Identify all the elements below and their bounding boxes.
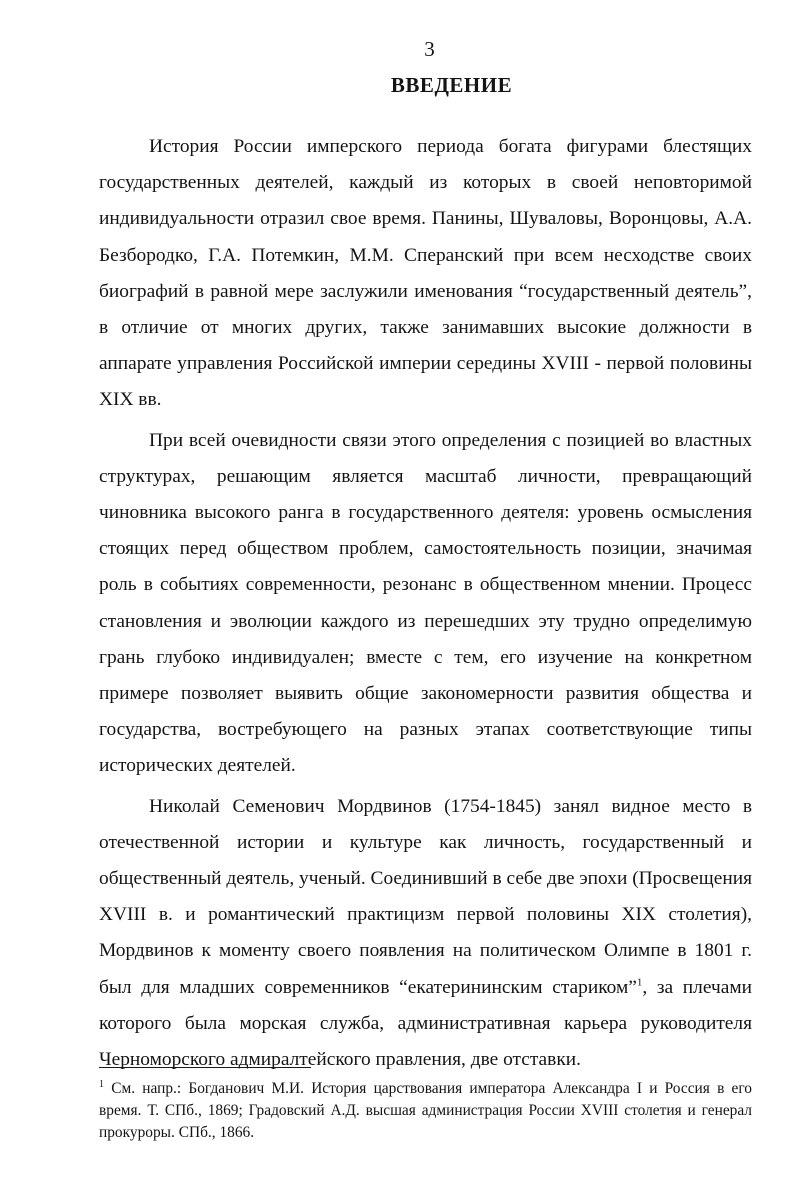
- footnote-1: [99, 1078, 752, 1144]
- paragraph-3: [99, 789, 752, 1079]
- paragraph-3-text-before: Николай Семенович Мордвинов (1754-1845) занял видное место в отечественной истории и культуре как личность, государственный и общественный деятель, ученый. Соединивший в себе две эпохи (Просвещения XVIII в. и романтический практицизм первой половины XIX столетия), Мордвинов к моменту своего появления на политическом Олимпе в 1801 г. был для младших современников “екатерининским стариком”: [99, 795, 752, 998]
- footnote: [99, 1078, 752, 1144]
- body-text: [99, 129, 752, 1078]
- paragraph-2: При всей очевидности связи этого определения с позицией во властных структурах, решающим является масштаб личности, превращающий чиновника высокого ранга в государственного деятеля: уровень осмысления стоящих перед обществом проблем, самостоятельность позиции, значимая роль в событиях современности, резонанс в общественном мнении. Процесс становления и эволюции каждого из перешедших эту трудно определимую грань глубоко индивидуален; вместе с тем, его изучение на конкретном примере позволяет выявить общие закономерности развития общества и государства, востребующего на разных этапах соответствующие типы исторических деятелей.: [99, 429, 752, 777]
- section-heading: ВВЕДЕНИЕ: [390, 73, 513, 97]
- footnote-reference[interactable]: 1: [636, 976, 643, 989]
- footnote-text: См. напр.: Богданович М.И. История царствования императора Александра I и Россия в его время. Т. СПб., 1869; Градовский А.Д. высшая администрация России XVIII столетия и генерал прокуроры. СПб., 1866.: [99, 1080, 752, 1141]
- paragraph-1: История России имперского периода богата фигурами блестящих государственных деятелей, каждый из которых в своей неповторимой индивидуальности отразил свое время. Панины, Шуваловы, Воронцовы, А.А. Безбородко, Г.А. Потемкин, М.М. Сперанский при всем несходстве своих биографий в равной мере заслужили именования “государственный деятель”, в отличие от многих других, также занимавших высокие должности в аппарате управления Российской империи середины XVIII - первой половины XIX вв.: [99, 136, 752, 411]
- footnote-marker: 1: [99, 1078, 104, 1090]
- paragraph-3-text-after: , за плечами которого была морская служба, административная карьера руководителя Черноморского адмиралтейского правления, две отставки.: [99, 976, 752, 1071]
- footnote-separator: [99, 1067, 311, 1068]
- page-number: 3: [424, 37, 435, 61]
